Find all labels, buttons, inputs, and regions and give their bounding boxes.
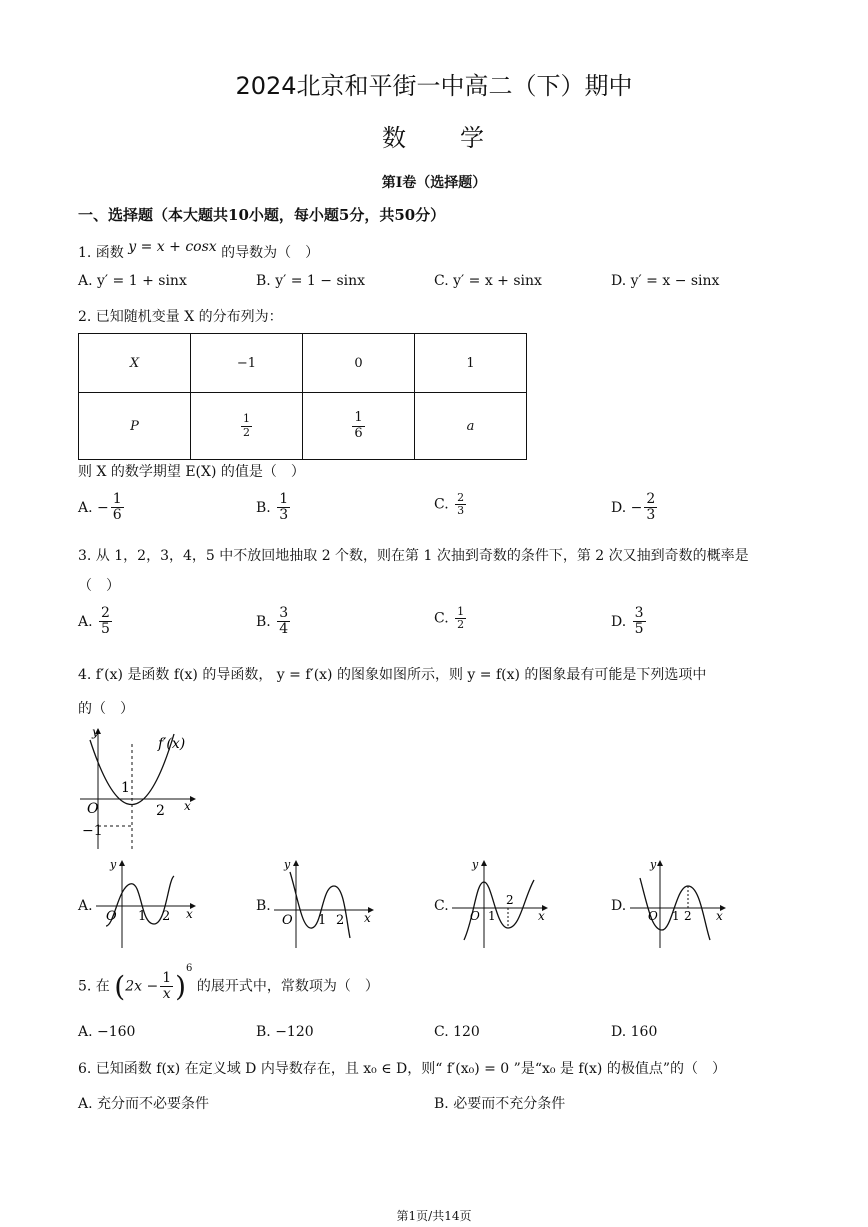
svg-text:1: 1 [138, 909, 147, 924]
table-cell [303, 393, 415, 460]
axis-label-y: y [92, 725, 99, 739]
curve-label: f′(x) [158, 736, 186, 752]
question-4-option-d: D. [611, 898, 627, 914]
page-footer: 第1页/共14页 [396, 1209, 472, 1223]
question-5-option-c: C. 120 [434, 1024, 480, 1040]
svg-text:1: 1 [318, 913, 327, 928]
question-4-stem-cont: 的（ ） [78, 701, 134, 717]
table-row [79, 334, 527, 393]
origin-label: O [87, 801, 99, 817]
fraction: $\frac{1}{6}$ [354, 410, 363, 441]
tick-label: 2 [156, 803, 165, 819]
svg-text:O: O [282, 913, 293, 928]
derivative-graph [78, 722, 202, 850]
tick-label: −1 [82, 823, 103, 839]
svg-text:y: y [472, 858, 479, 871]
svg-text:x: x [364, 911, 371, 925]
question-4-stem: 4. f′(x) 是函数 f(x) 的导函数， y = f′(x) 的图象如图所示，则 y = f(x) 的图象最有可能是下列选项中 [78, 667, 707, 683]
fraction: $\frac{1}{2}$ [243, 412, 250, 439]
question-2-option-b: B. $\frac{1}{3}$ [256, 491, 289, 524]
table-cell: −1 [191, 334, 303, 393]
svg-text:O: O [470, 909, 480, 923]
question-5-option-b: B. −120 [256, 1024, 314, 1040]
question-5-option-d: D. 160 [611, 1024, 658, 1040]
section-heading: 一、选择题（本大题共10小题，每小题5分，共50分） [78, 206, 446, 224]
option-d-graph [628, 858, 732, 950]
svg-text:y: y [284, 858, 291, 871]
question-1-option-b: B. y′ = 1 − sinx [256, 273, 366, 289]
question-4-option-a: A. [78, 898, 93, 914]
svg-text:O: O [106, 909, 117, 924]
axis-label-x: x [184, 799, 191, 813]
svg-text:y: y [650, 858, 657, 871]
question-1-option-d: D. y′ = x − sinx [611, 273, 720, 289]
table-row [79, 393, 527, 460]
table-cell: P [79, 393, 191, 460]
subject-title: 数 学 [382, 124, 486, 152]
table-cell: 0 [303, 334, 415, 393]
table-cell: X [79, 334, 191, 393]
question-1-option-c: C. y′ = x + sinx [434, 273, 542, 289]
question-6-stem: 6. 已知函数 f(x) 在定义域 D 内导数存在，且 x₀ ∈ D，则“ f′(x₀) = 0 ”是“x₀ 是 f(x) 的极值点”的（ ） [78, 1061, 726, 1077]
question-2-option-c: C. $\frac{2}{3}$ [434, 491, 465, 518]
question-5-option-a: A. −160 [78, 1024, 136, 1040]
option-c-graph [450, 858, 554, 950]
question-4-option-b: B. [256, 898, 271, 914]
svg-text:1: 1 [672, 909, 680, 923]
svg-text:2: 2 [684, 909, 692, 923]
question-2-option-d: D. − $\frac{2}{3}$ [611, 491, 656, 524]
question-1-option-a: A. y′ = 1 + sinx [78, 273, 187, 289]
option-a-graph [94, 858, 198, 950]
svg-text:y: y [110, 858, 117, 871]
question-1-formula: y = x + cosx [128, 239, 217, 255]
page-title: 2024北京和平街一中高二（下）期中 [235, 72, 633, 100]
svg-text:O: O [648, 909, 658, 923]
svg-text:x: x [716, 909, 723, 923]
question-1-text-b: 的导数为（ ） [221, 245, 320, 261]
volume-heading: 第Ⅰ卷（选择题） [381, 175, 487, 191]
svg-text:1: 1 [488, 909, 496, 923]
question-3-stem: 3. 从 1，2，3，4，5 中不放回地抽取 2 个数，则在第 1 次抽到奇数的条件下，第 2 次又抽到奇数的概率是 [78, 548, 749, 564]
question-2-option-a: A. − $\frac{1}{6}$ [78, 491, 122, 524]
question-3-option-d: D. $\frac{3}{5}$ [611, 605, 644, 638]
question-3-option-c: C. $\frac{1}{2}$ [434, 605, 465, 632]
svg-text:2: 2 [336, 913, 345, 928]
option-b-graph [272, 858, 376, 950]
table-cell: a [415, 393, 527, 460]
question-1-stem [78, 239, 320, 262]
table-cell: 1 [415, 334, 527, 393]
table-cell [191, 393, 303, 460]
distribution-table [78, 333, 527, 460]
question-4-option-c: C. [434, 898, 449, 914]
question-2-stem: 2. 已知随机变量 X 的分布列为： [78, 309, 283, 325]
svg-text:2: 2 [162, 909, 171, 924]
svg-text:x: x [186, 907, 193, 921]
question-1-text-a: 1. 函数 [78, 245, 124, 261]
question-2-ask: 则 X 的数学期望 E(X) 的值是（ ） [78, 464, 305, 480]
tick-label: 1 [121, 780, 130, 796]
svg-text:2: 2 [506, 893, 514, 907]
question-3-option-b: B. $\frac{3}{4}$ [256, 605, 289, 638]
question-3-stem-cont: （ ） [78, 578, 120, 594]
question-6-option-b: B. 必要而不充分条件 [434, 1096, 566, 1112]
question-6-option-a: A. 充分而不必要条件 [78, 1096, 210, 1112]
svg-text:x: x [538, 909, 545, 923]
question-3-option-a: A. $\frac{2}{5}$ [78, 605, 110, 638]
question-5-stem: 5. 在 (2x − $\frac{1}{x}$ )$^6$ 的展开式中，常数项为（ ） [78, 962, 379, 1003]
